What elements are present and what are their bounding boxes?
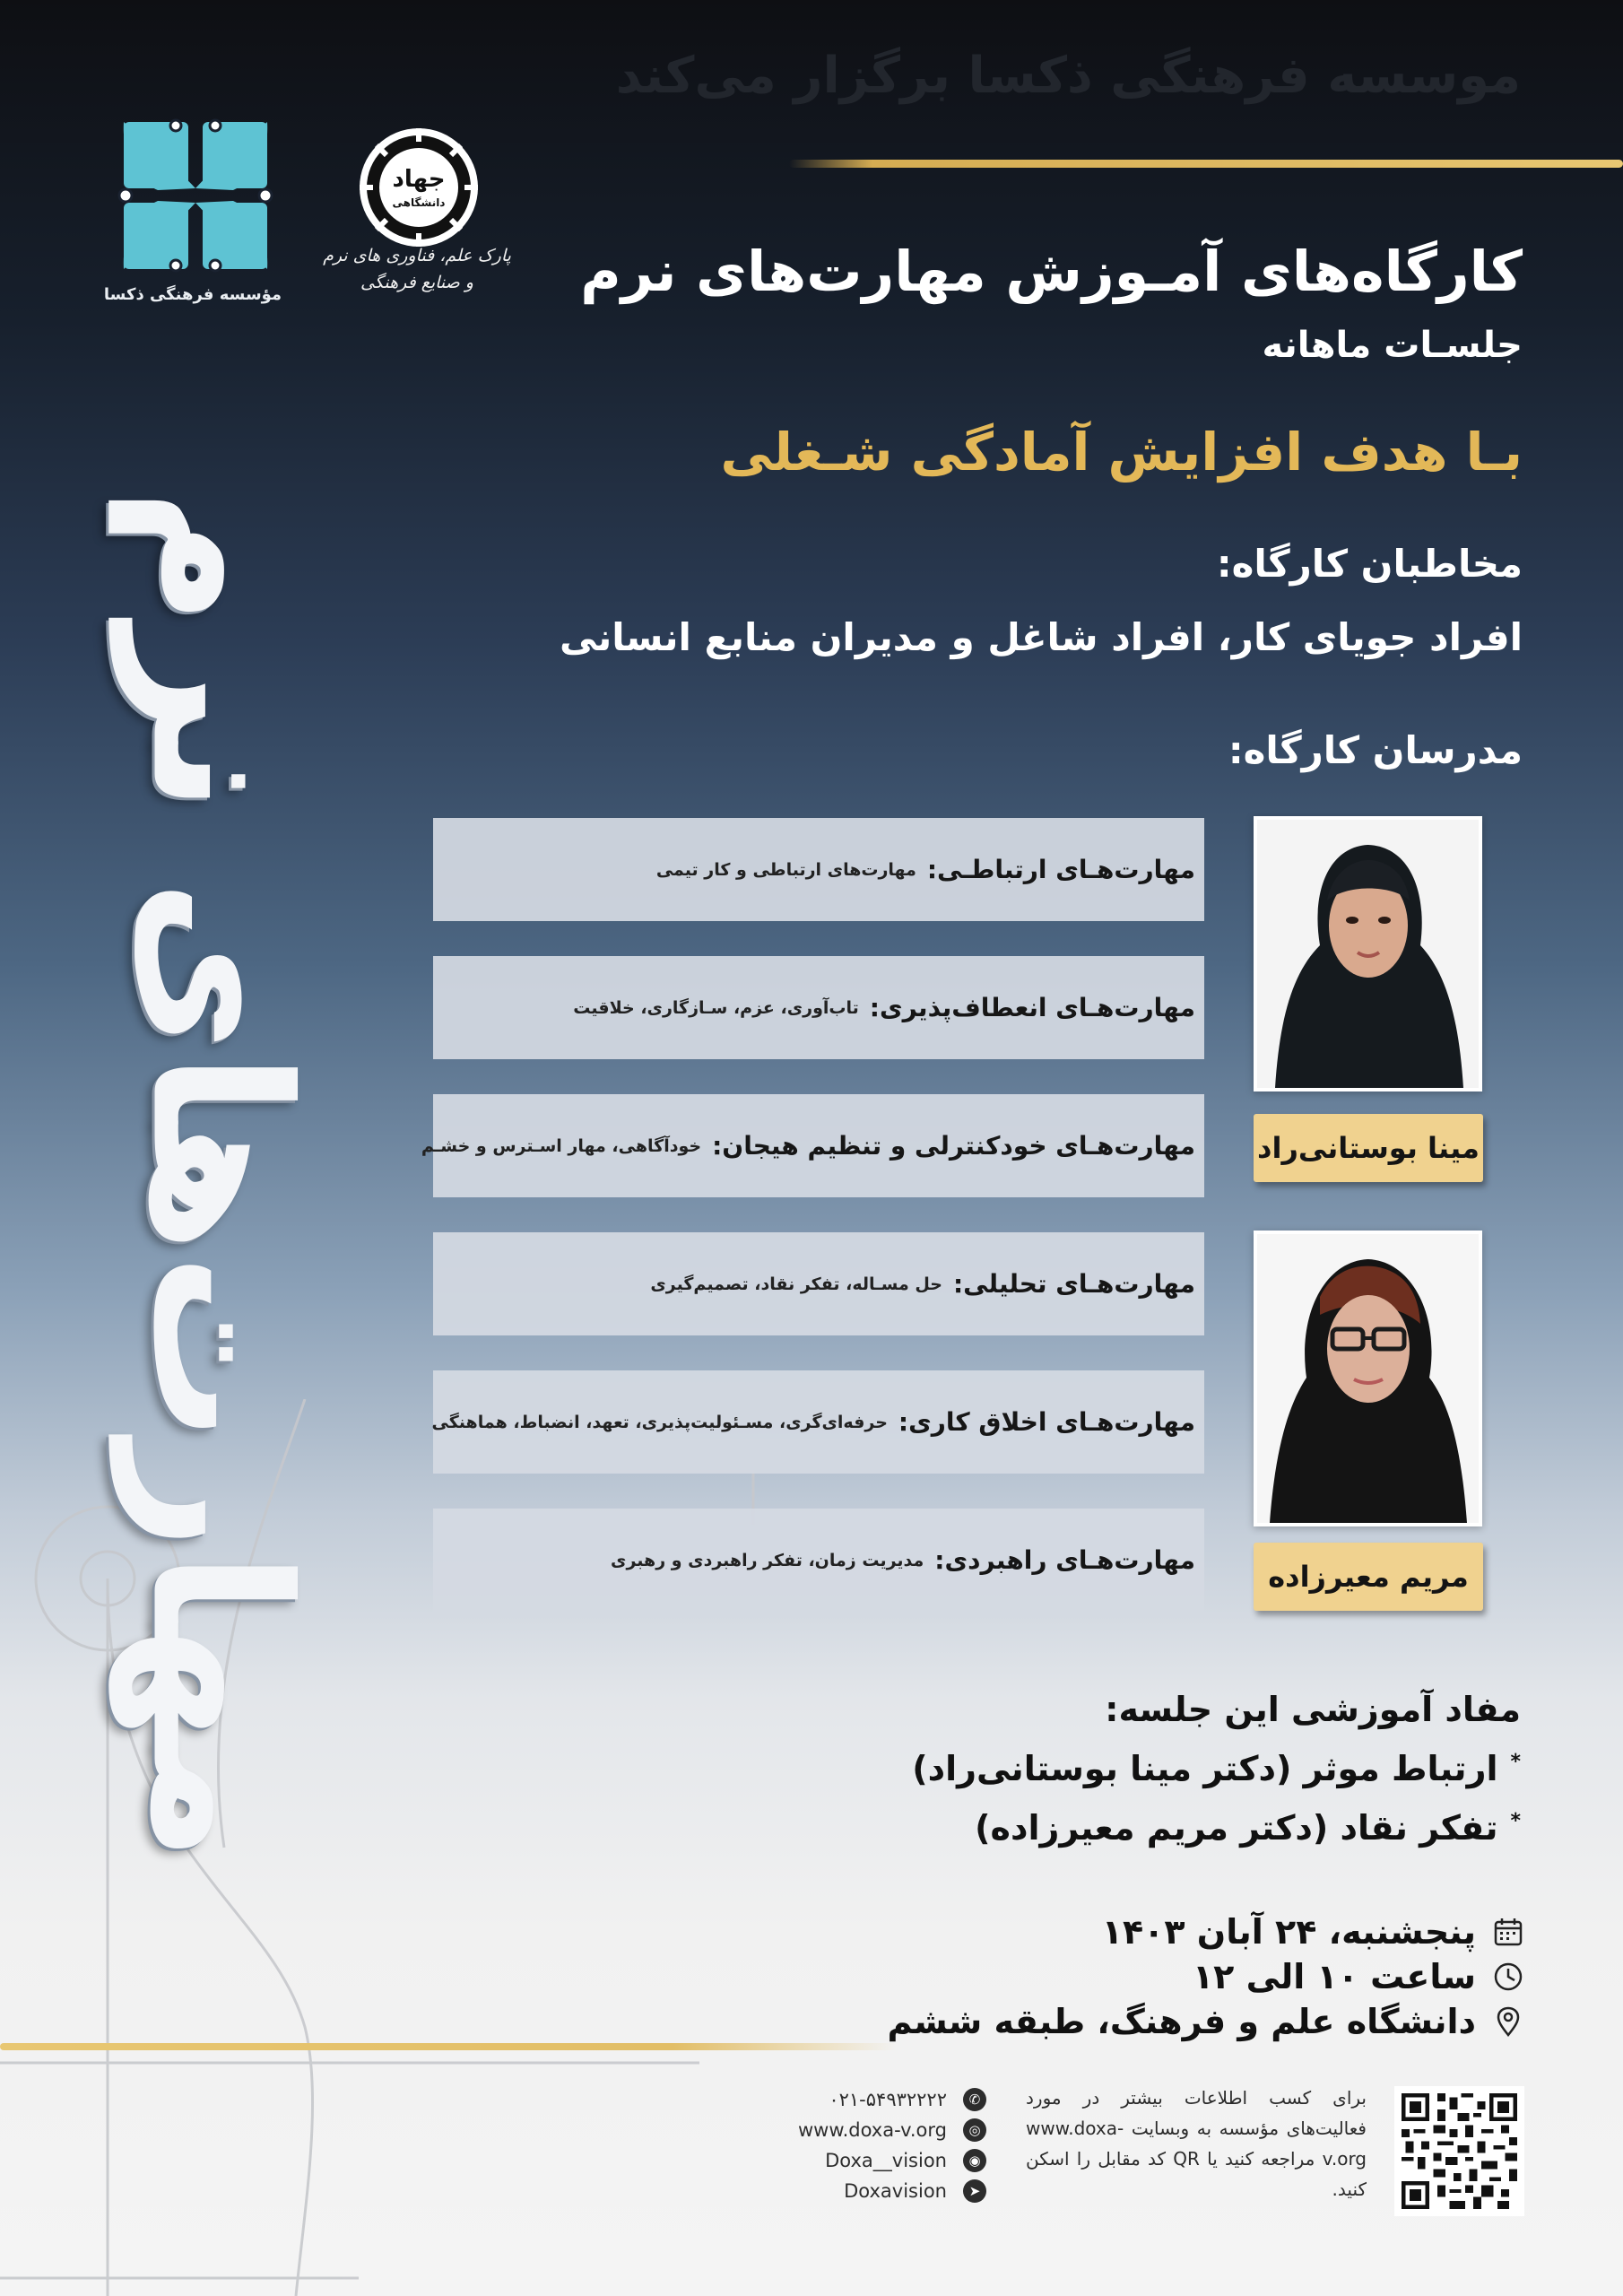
- jahad-logo-caption: پارک علم، فناوری های نرم و صنایع فرهنگی: [323, 246, 511, 292]
- vertical-decorative-title: [99, 487, 341, 1863]
- outcome-text: ارتباط موثر (دکتر مینا بوستانی‌راد): [912, 1749, 1498, 1788]
- event-location: دانشگاه علم و فرهنگ، طبقه ششم: [887, 2002, 1476, 2041]
- skill-desc: تاب‌آوری، عزم، سـازگاری، خلاقیت: [573, 997, 859, 1018]
- instagram-icon: ◉: [963, 2149, 986, 2172]
- skill-name: مهارت‌هـای خودکنترلی و تنظیم هیجان:: [712, 1131, 1195, 1161]
- skill-desc: حرفه‌ای‌گری، مسـئولیت‌پذیری، تعهد، انضباط، هماهنگی: [431, 1412, 888, 1432]
- event-date: پنجشنبه، ۲۴ آبان ۱۴۰۳: [1101, 1912, 1476, 1952]
- event-location-row: [887, 2002, 1524, 2041]
- vertical-title-text: مهارت‌های نرم: [109, 487, 330, 1863]
- phone-number: ۰۲۱-۵۴۹۳۲۲۲۲: [829, 2089, 947, 2110]
- jahad-logo-icon: [355, 124, 482, 251]
- skill-row: [433, 956, 1204, 1059]
- clock-icon: [1492, 1961, 1524, 1993]
- outcome-text: تفکر نقاد (دکتر مریم معیرزاده): [975, 1808, 1498, 1848]
- contact-phone[interactable]: [744, 2088, 986, 2111]
- instructor-name-badge-1: مینا بوستانی‌راد: [1254, 1114, 1483, 1182]
- instructor-portrait-icon: [1257, 820, 1479, 1088]
- gold-divider-top: [789, 160, 1623, 168]
- skill-desc: مدیریت زمان، تفکر راهبردی و رهبری: [611, 1550, 924, 1570]
- instructor-photo-2: [1254, 1231, 1482, 1526]
- instructor-photo-1: [1254, 816, 1482, 1091]
- skill-row: [421, 1094, 1204, 1197]
- contact-telegram[interactable]: [744, 2179, 986, 2203]
- instructors-label: مدرسان کارگاه:: [1228, 728, 1523, 772]
- telegram-icon: ➤: [963, 2179, 986, 2203]
- contact-instagram[interactable]: [744, 2149, 986, 2172]
- event-time-row: [1193, 1957, 1524, 1996]
- more-info-text: برای کسب اطلاعات بیشتر در مورد فعالیت‌های مؤسسه به وبسایت www.doxa-v.org مراجعه کنید یا QR کد مقابل را اسکن کنید.: [1026, 2087, 1367, 2200]
- jahad-badge-text-top: جهاد: [392, 166, 446, 193]
- skill-name: مهارت‌هـای تحلیلی:: [952, 1269, 1195, 1299]
- telegram-handle: Doxavision: [844, 2180, 947, 2202]
- outcome-item: [975, 1808, 1521, 1848]
- qr-code[interactable]: [1394, 2086, 1524, 2216]
- audience-label: مخاطبان کارگاه:: [1216, 542, 1523, 586]
- bullet-star-icon: *: [1510, 1810, 1521, 1833]
- skill-desc: مهارت‌های ارتباطی و کار تیمی: [655, 859, 916, 880]
- sub-title: جلسـات ماهانه: [1262, 325, 1523, 366]
- event-date-row: [1102, 1912, 1524, 1952]
- website-link: www.doxa-v.org: [797, 2119, 947, 2141]
- goal-title: بـا هدف افزایش آمادگی شـغلی: [720, 422, 1523, 483]
- qr-code-icon: [1402, 2093, 1517, 2209]
- outcome-item: [912, 1749, 1521, 1788]
- audience-text: افراد جویای کار، افراد شاغل و مدیران منابع انسانی: [560, 615, 1523, 659]
- instructor-name-badge-2: مریم معیرزاده: [1254, 1543, 1483, 1611]
- skill-name: مهارت‌هـای انعطاف‌پذیری:: [869, 993, 1195, 1022]
- phone-icon: ✆: [963, 2088, 986, 2111]
- calendar-icon: [1492, 1916, 1524, 1948]
- doxa-logo-caption: مؤسسه فرهنگی ذکسا: [103, 285, 282, 304]
- main-title: کارگاه‌های آمـوزش مهارت‌های نرم: [580, 239, 1523, 304]
- skill-name: مهارت‌هـای راهبردی:: [934, 1545, 1195, 1575]
- bullet-star-icon: *: [1510, 1751, 1521, 1774]
- skill-desc: خودآگاهی، مهار اسـترس و خشـم: [421, 1135, 702, 1156]
- skill-desc: حل مسـاله، تفکر نقاد، تصمیم‌گیری: [650, 1274, 942, 1294]
- skill-name: مهارت‌هـای اخلاق کاری:: [898, 1407, 1195, 1437]
- gold-divider-bottom: [0, 2043, 897, 2050]
- contact-website[interactable]: [744, 2118, 986, 2142]
- globe-icon: ◎: [963, 2118, 986, 2142]
- skill-row: [433, 1232, 1204, 1335]
- location-pin-icon: [1492, 2005, 1524, 2038]
- jahad-badge-text-bottom: دانشگاهی: [392, 196, 446, 209]
- skill-row: [433, 818, 1204, 921]
- organizer-line: موسسه فرهنگی ذکسا برگزار می‌کند: [615, 47, 1521, 105]
- doxa-logo-icon: [115, 115, 276, 276]
- skill-name: مهارت‌هـای ارتباطـی:: [926, 855, 1195, 884]
- skill-row: [433, 1509, 1204, 1612]
- event-time: ساعت ۱۰ الی ۱۲: [1192, 1957, 1476, 1996]
- outcomes-label: مفاد آموزشی این جلسه:: [1105, 1690, 1521, 1729]
- instagram-handle: Doxa__vision: [825, 2150, 947, 2171]
- skill-row: [433, 1370, 1204, 1474]
- instructor-portrait-icon: [1257, 1234, 1479, 1523]
